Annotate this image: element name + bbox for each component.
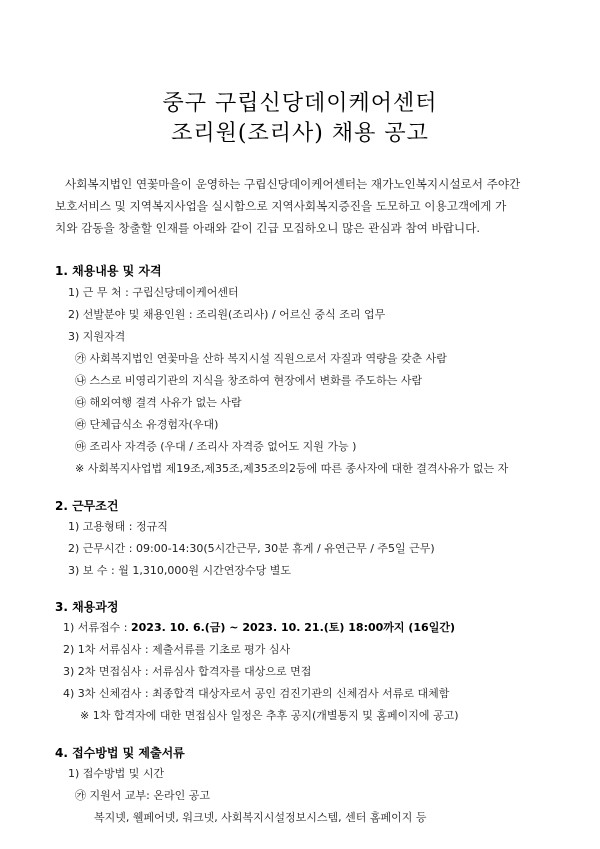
section-1-subitem: ㉯ 스스로 비영리기관의 지식을 창조하여 현장에서 변화를 주도하는 사람 bbox=[75, 374, 423, 387]
section-1-item: 2) 선발분야 및 채용인원 : 조리원(조리사) / 어르신 중식 조리 업무 bbox=[68, 308, 386, 321]
intro-line: 보호서비스 및 지역복지사업을 실시함으로 지역사회복지증진을 도모하고 이용고객에게 가 bbox=[55, 199, 507, 213]
section-4-title: 4. 접수방법 및 제출서류 bbox=[55, 746, 185, 760]
section-1-item: 1) 근 무 처 : 구립신당데이케어센터 bbox=[68, 286, 239, 299]
section-3-item: 3) 2차 면접심사 : 서류심사 합격자를 대상으로 면접 bbox=[63, 665, 312, 678]
section-3-item: 2) 1차 서류심사 : 제출서류를 기초로 평가 심사 bbox=[63, 643, 291, 656]
application-period: 2023. 10. 6.(금) ~ 2023. 10. 21.(토) 18:00까지 (16일간) bbox=[131, 621, 455, 634]
section-3-title: 3. 채용과정 bbox=[55, 600, 119, 614]
section-4-subitem: ㉮ 지원서 교부: 온라인 공고 bbox=[75, 789, 210, 802]
section-1-subitem: ㉰ 해외여행 결격 사유가 없는 사람 bbox=[75, 396, 242, 409]
section-1-note: ※ 사회복지사업법 제19조,제35조,제35조의2등에 따른 종사자에 대한 결격사유가 없는 자 bbox=[75, 462, 509, 475]
section-1-title: 1. 채용내용 및 자격 bbox=[55, 264, 162, 278]
section-3-item-application-period bbox=[63, 620, 455, 636]
section-1-subitem: ㉲ 조리사 자격증 (우대 / 조리사 자격증 없어도 지원 가능 ) bbox=[75, 440, 357, 453]
section-1-item: 3) 지원자격 bbox=[68, 330, 126, 343]
intro-line: 치와 감동을 창출할 인재를 아래와 같이 긴급 모집하오니 많은 관심과 참여 바랍니다. bbox=[55, 221, 481, 235]
section-4-detail: 복지넷, 웰페어넷, 워크넷, 사회복지시설정보시스템, 센터 홈페이지 등 bbox=[94, 811, 427, 824]
section-2-item: 2) 근무시간 : 09:00-14:30(5시간근무, 30분 휴게 / 유연근무 / 주5일 근무) bbox=[68, 542, 435, 555]
section-1-subitem: ㉱ 단체급식소 유경험자(우대) bbox=[75, 418, 219, 431]
section-2-item: 3) 보 수 : 월 1,310,000원 시간연장수당 별도 bbox=[68, 564, 291, 577]
section-2-title: 2. 근무조건 bbox=[55, 499, 119, 513]
section-4-item: 1) 접수방법 및 시간 bbox=[68, 767, 165, 780]
application-label: 1) 서류접수 : bbox=[63, 621, 131, 634]
intro-paragraph bbox=[55, 173, 555, 239]
title-line-1: 중구 구립신당데이케어센터 bbox=[162, 91, 438, 116]
intro-line: 사회복지법인 연꽃마을이 운영하는 구립신당데이케어센터는 재가노인복지시설로서 주야간 bbox=[65, 177, 521, 191]
section-2-item: 1) 고용형태 : 정규직 bbox=[68, 520, 168, 533]
section-3-item: 4) 3차 신체검사 : 최종합격 대상자로서 공인 검진기관의 신체검사 서류로 대체함 bbox=[63, 687, 450, 700]
title-line-2: 조리원(조리사) 채용 공고 bbox=[171, 121, 429, 146]
section-1-subitem: ㉮ 사회복지법인 연꽃마을 산하 복지시설 직원으로서 자질과 역량을 갖춘 사람 bbox=[75, 352, 447, 365]
section-3-note: ※ 1차 합격자에 대한 면접심사 일정은 추후 공지(개별통지 및 홈페이지에 공고) bbox=[80, 709, 459, 722]
